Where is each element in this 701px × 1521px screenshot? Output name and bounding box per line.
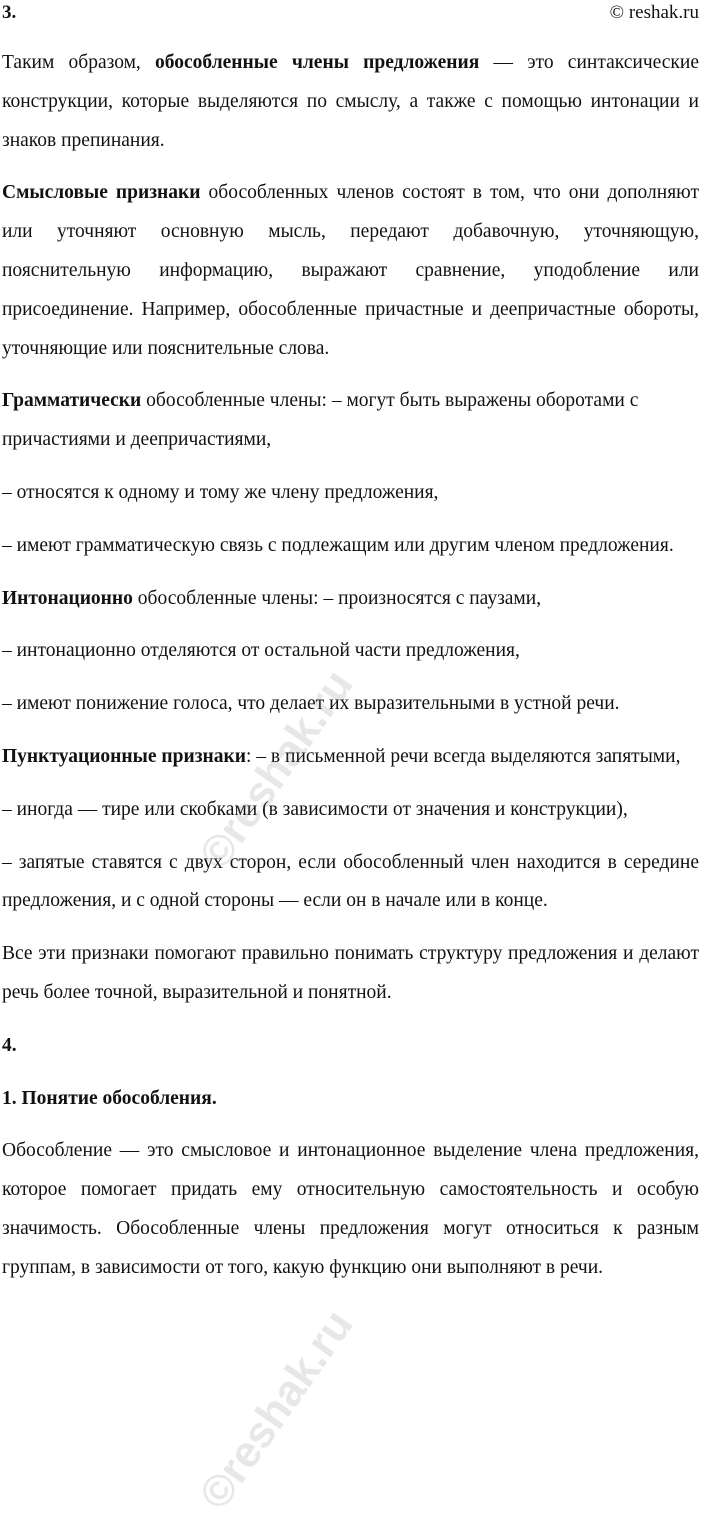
intro-term: обособленные члены предложения xyxy=(155,52,480,73)
punctuation-term: Пунктуационные признаки xyxy=(2,745,247,767)
semantic-term: Смысловые признаки xyxy=(2,182,201,204)
semantic-paragraph: Смысловые признаки обособленных членов состоят в том, что они дополняют или уточняют основную мысль, передают добавочную, уточняющую, пояснительную информацию, выражают сравнение, уподобление или присоединение. Например, обособленные причастные и деепричастные обороты, уточняющие или пояснительные слова. xyxy=(2,182,700,359)
section-heading: 1. Понятие обособления. xyxy=(2,1087,217,1109)
page-header xyxy=(0,0,701,30)
grammar-paragraph: Грамматически обособленные члены: – могут быть выражены оборотами с причастиями и деепричастиями, xyxy=(2,390,639,451)
task-number: 3. xyxy=(2,2,17,23)
watermark: ©reshak.ru xyxy=(190,661,363,879)
grammar-item: – имеют грамматическую связь с подлежащим или другим членом предложения. xyxy=(2,534,674,556)
section-number: 4. xyxy=(2,1034,17,1056)
source-label: © reshak.ru xyxy=(609,2,699,23)
conclusion-paragraph: Все эти признаки помогают правильно понимать структуру предложения и делают речь более точной, выразительной и понятной. xyxy=(2,943,699,1003)
intonation-paragraph: Интонационно обособленные члены: – произносятся с паузами, xyxy=(2,587,542,609)
definition-paragraph: Обособление — это смысловое и интонационное выделение члена предложения, которое помогает придать ему относительную самостоятельность и особую значимость. Обособленные члены предложения могут относиться к разным группам, в зависимости от того, какую функцию они выполняют в речи. xyxy=(2,1140,699,1278)
grammar-item: – относятся к одному и тому же члену предложения, xyxy=(2,481,439,503)
punctuation-paragraph: Пунктуационные признаки: – в письменной речи всегда выделяются запятыми, xyxy=(2,745,681,767)
watermark: ©reshak.ru xyxy=(190,1301,363,1519)
punctuation-item: – иногда — тире или скобками (в зависимости от значения и конструкции), xyxy=(2,798,628,820)
intonation-item: – интонационно отделяются от остальной части предложения, xyxy=(2,640,520,662)
grammar-term: Грамматически xyxy=(2,390,142,412)
punctuation-item: – запятые ставятся с двух сторон, если обособленный член находится в середине предложения, и с одной стороны — если он в начале или в конце. xyxy=(2,851,699,912)
intro-paragraph: Таким образом, обособленные члены предложения — это синтаксические конструкции, которые выделяются по смыслу, а также с помощью интонации и знаков препинания. xyxy=(2,52,699,151)
document-body xyxy=(2,44,699,1302)
intonation-term: Интонационно xyxy=(2,587,133,609)
intonation-item: – имеют понижение голоса, что делает их выразительными в устной речи. xyxy=(2,693,620,715)
